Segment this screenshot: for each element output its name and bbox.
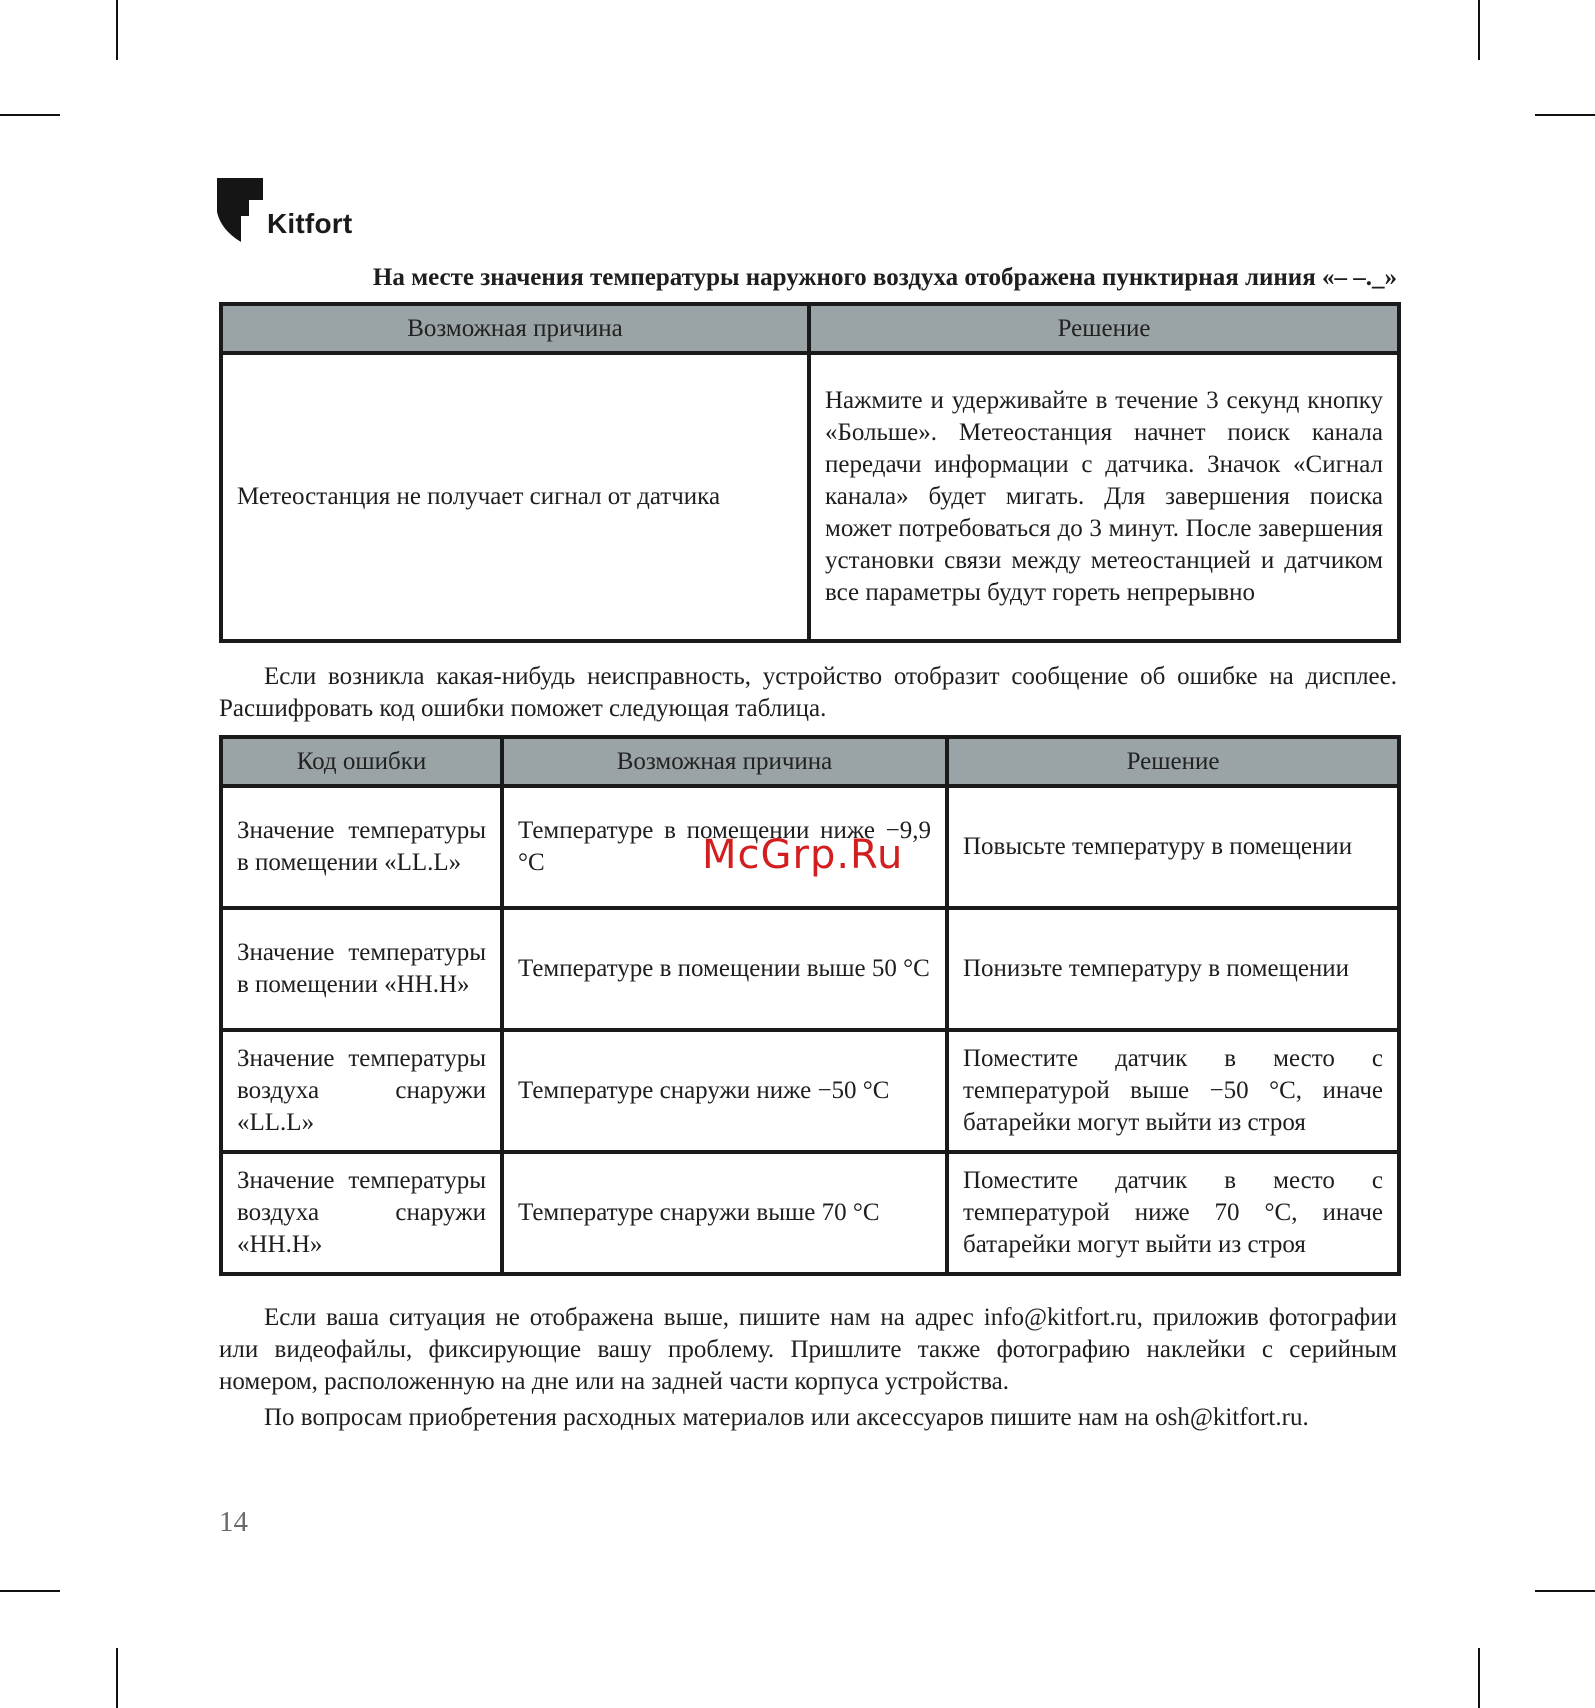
contact-paragraph: Если ваша ситуация не отображена выше, пишите нам на адрес info@kitfort.ru, приложив фотографии или видеофайлы, фиксирующие вашу проблему. Пришлите также фотографию наклейки с серийным номером, расположенную на дне или на задней части корпуса устройства.: [219, 1304, 1397, 1395]
column-header: Код ошибки: [221, 737, 502, 786]
crop-mark: [1478, 0, 1480, 60]
crop-mark: [116, 1648, 118, 1708]
solution-cell: Поместите датчик в место с температурой выше −50 °C, иначе батарейки могут выйти из строя: [947, 1030, 1399, 1152]
section-title: На месте значения температуры наружного воздуха отображена пунктирная линия «– –._»: [372, 264, 1397, 291]
solution-cell: Повысьте температуру в помещении: [947, 786, 1399, 908]
cause-cell: Температуре в помещении ниже −9,9 °C: [502, 786, 947, 908]
table-row: [221, 353, 1399, 641]
crop-mark: [1535, 114, 1595, 116]
troubleshooting-table: [219, 302, 1401, 643]
column-header: Решение: [947, 737, 1399, 786]
table-row: [221, 1030, 1399, 1152]
page-number: 14: [219, 1506, 248, 1538]
cause-cell: Температуре снаружи ниже −50 °C: [502, 1030, 947, 1152]
error-codes-table: [219, 735, 1401, 1276]
paragraph-text: Если возникла какая-нибудь неисправность, устройство отобразит сообщение об ошибке на дисплее. Расшифровать код ошибки поможет следующая таблица.: [219, 663, 1397, 722]
cause-cell: Температуре снаружи выше 70 °C: [502, 1152, 947, 1274]
table-row: [221, 786, 1399, 908]
table-row: [221, 1152, 1399, 1274]
watermark: McGrp.Ru: [702, 832, 904, 878]
supplies-paragraph: По вопросам приобретения расходных материалов или аксессуаров пишите нам на osh@kitfort.ru.: [264, 1404, 1309, 1431]
error-intro-paragraph: [219, 661, 1397, 725]
column-header: Возможная причина: [502, 737, 947, 786]
error-code-cell: Значение температуры воздуха снаружи «HH.H»: [221, 1152, 502, 1274]
crop-mark: [1478, 1648, 1480, 1708]
error-code-cell: Значение температуры в помещении «LL.L»: [221, 786, 502, 908]
solution-cell: Понизьте температуру в помещении: [947, 908, 1399, 1030]
error-code-cell: Значение температуры воздуха снаружи «LL.L»: [221, 1030, 502, 1152]
crop-mark: [0, 114, 60, 116]
cause-cell: Температуре в помещении выше 50 °C: [502, 908, 947, 1030]
table-header-row: [221, 737, 1399, 786]
crop-mark: [0, 1590, 60, 1592]
cause-cell: Метеостанция не получает сигнал от датчика: [221, 353, 809, 641]
brand-name: Kitfort: [267, 208, 353, 239]
column-header: Возможная причина: [221, 304, 809, 353]
error-code-cell: Значение температуры в помещении «HH.H»: [221, 908, 502, 1030]
solution-cell: Нажмите и удерживайте в течение 3 секунд кнопку «Больше». Метеостанция начнет поиск канала передачи информации с датчика. Значок «Сигнал канала» будет мигать. Для завершения поиска может потребоваться до 3 минут. После завершения установки связи между метеостанцией и датчиком все параметры будут гореть непрерывно: [809, 353, 1399, 641]
contact-paragraphs: [219, 1302, 1397, 1434]
kitfort-logo-icon: [217, 178, 263, 242]
solution-cell: Поместите датчик в место с температурой ниже 70 °C, иначе батарейки могут выйти из строя: [947, 1152, 1399, 1274]
crop-mark: [116, 0, 118, 60]
column-header: Решение: [809, 304, 1399, 353]
crop-mark: [1535, 1590, 1595, 1592]
table-header-row: [221, 304, 1399, 353]
brand-logo: [217, 178, 352, 242]
table-row: [221, 908, 1399, 1030]
